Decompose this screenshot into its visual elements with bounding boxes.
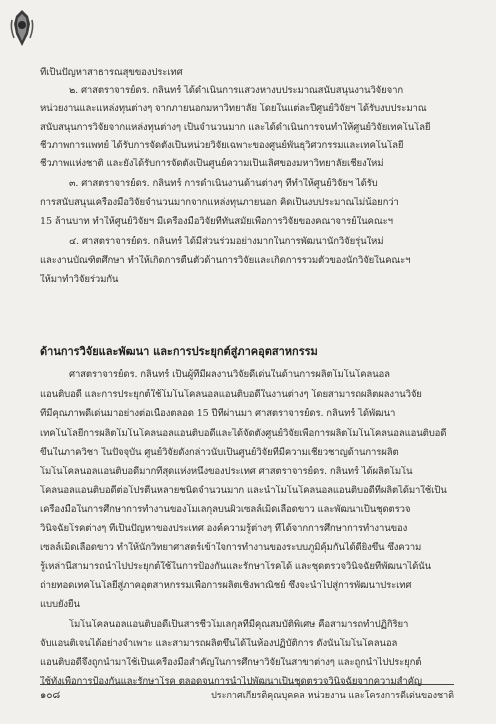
body-line: และงานบัณฑิตศึกษา ทำให้เกิดการตื่นตัวด้านการวิจัยและเกิดการรวมตัวของนักวิจัยในคณะฯ xyxy=(40,255,411,266)
section-line: เครื่องมือในการศึกษาการทำงานของโมเลกุลบนผิวเซลล์เม็ดเลือดขาว และพัฒนาเป็นชุดตรวจ xyxy=(40,504,411,515)
university-emblem xyxy=(8,8,36,48)
section-line: เซลล์เม็ดเลือดขาว ทำให้นักวิทยาศาสตร์เข้าใจการทำงานของระบบภูมิคุ้มกันได้ดียิ่งขึ้น ซึ่งความ xyxy=(40,542,422,553)
page-number: ๑๐๘ xyxy=(40,690,61,701)
body-line: ๒. ศาสตราจารย์ดร. กลินทร์ ได้ดำเนินการแสวงหางบประมาณสนับสนุนงานวิจัยจาก xyxy=(69,85,403,96)
section-line: ใช้ทั้งเพื่อการป้องกันและรักษาโรค ตลอดจนการนำไปพัฒนาเป็นชุดตรวจวินิจฉัยจากความสำคัญ xyxy=(40,676,422,687)
section-line: เทคโนโลยีการผลิตโมโนโคลนอลแอนติบอดีและได้จัดตั้งศูนย์วิจัยเพื่อการผลิตโมโนโคลนอลแอนติบอดี xyxy=(40,428,447,439)
section-line: แอนติบอดีจึงถูกนำมาใช้เป็นเครื่องมือสำคัญในการศึกษาวิจัยในสาขาต่างๆ และถูกนำไปประยุกต์ xyxy=(40,657,422,668)
section-heading: ด้านการวิจัยและพัฒนา และการประยุกต์สู่ภาคอุตสาหกรรม xyxy=(40,345,318,358)
section-line: วินิจฉัยโรคต่างๆ ที่เป็นปัญหาของประเทศ องค์ความรู้ต่างๆ ที่ได้จากการศึกษาการทำงานของ xyxy=(40,523,408,534)
section-line: ขึ้นในภาควิชา ในปัจจุบัน ศูนย์วิจัยดังกล่าวนับเป็นศูนย์วิจัยที่มีความเชี่ยวชาญด้านการผลิต xyxy=(40,447,399,458)
body-line: หน่วยงานและแหล่งทุนต่างๆ จากภายนอกมหาวิทยาลัย โดยในแต่ละปีศูนย์วิจัยฯ ได้รับงบประมาณ xyxy=(40,103,427,114)
section-line: ศาสตราจารย์ดร. กลินทร์ เป็นผู้ที่มีผลงานวิจัยดีเด่นในด้านการผลิตโมโนโคลนอล xyxy=(69,369,390,380)
section-line: รู้เหล่านี้สามารถนำไปประยุกต์ใช้ในการป้องกันและรักษาโรคได้ และชุดตรวจวินิจฉัยที่พัฒนาได้นั้น xyxy=(40,561,431,572)
footer-rule xyxy=(40,684,454,685)
section-line: โมโนโคลนอลแอนติบอดีมากที่สุดแห่งหนึ่งของประเทศ ศาสตราจารย์ดร. กลินทร์ ได้ผลิตโมโน xyxy=(40,466,413,477)
section-line: ที่มีคุณภาพดีเด่นมาอย่างต่อเนื่องตลอด 15 ปีที่ผ่านมา ศาสตราจารย์ดร. กลินทร์ ได้พัฒนา xyxy=(40,408,396,419)
section-line: แบบยั่งยืน xyxy=(40,599,80,610)
body-line: ที่เป็นปัญหาสาธารณสุขของประเทศ xyxy=(40,67,183,78)
body-line: สนับสนุนการวิจัยจากแหล่งทุนต่างๆ เป็นจำนวนมาก และได้ดำเนินการจนทำให้ศูนย์วิจัยเทคโนโลยี xyxy=(40,122,431,133)
body-line: 15 ล้านบาท ทำให้ศูนย์วิจัยฯ มีเครื่องมือวิจัยที่ทันสมัยเพื่อการวิจัยของคณาจารย์ในคณะฯ xyxy=(40,216,393,227)
body-line: การสนับสนุนเครื่องมือวิจัยจำนวนมากจากแหล่งทุนภายนอก คิดเป็นงบประมาณไม่น้อยกว่า xyxy=(40,197,399,208)
footer-title: ประกาศเกียรติคุณบุคคล หน่วยงาน และโครงการดีเด่นของชาติ xyxy=(211,691,454,701)
body-line: ๓. ศาสตราจารย์ดร. กลินทร์ การดำเนินงานด้านต่างๆ ที่ทำให้ศูนย์วิจัยฯ ได้รับ xyxy=(69,178,378,189)
section-line: โคลนอลแอนติบอดีต่อโปรตีนหลายชนิดจำนวนมาก และนำโมโนโคลนอลแอนติบอดีที่ผลิตได้มาใช้เป็น xyxy=(40,485,447,496)
section-line: แอนติบอดี และการประยุกต์ใช้โมโนโคลนอลแอนติบอดีในงานต่างๆ โดยสามารถผลิตผลงานวิจัย xyxy=(40,389,422,400)
section-line: โมโนโคลนอลแอนติบอดีเป็นสารชีวโมเลกุลที่มีคุณสมบัติพิเศษ คือสามารถทำปฏิกิริยา xyxy=(69,619,409,630)
body-line: ชีวภาพแห่งชาติ และยังได้รับการจัดตั้งเป็นศูนย์ความเป็นเลิศของมหาวิทยาลัยเชียงใหม่ xyxy=(40,158,384,169)
section-line: ถ่ายทอดเทคโนโลยีสู่ภาคอุตสาหกรรมเพื่อการผลิตเชิงพาณิชย์ ซึ่งจะนำไปสู่การพัฒนาประเทศ xyxy=(40,580,412,591)
body-line: ชีวภาพการแพทย์ ได้รับการจัดตั้งเป็นหน่วยวิจัยเฉพาะของศูนย์พันธุวิศวกรรมและเทคโนโลยี xyxy=(40,140,404,151)
section-line: จับแอนติเจนได้อย่างจำเพาะ และสามารถผลิตขึ้นได้ในห้องปฏิบัติการ ดังนั้นโมโนโคลนอล xyxy=(40,638,398,649)
body-line: ๔. ศาสตราจารย์ดร. กลินทร์ ได้มีส่วนร่วมอย่างมากในการพัฒนานักวิจัยรุ่นใหม่ xyxy=(69,236,384,247)
body-line: ให้มาทำวิจัยร่วมกัน xyxy=(40,274,119,285)
